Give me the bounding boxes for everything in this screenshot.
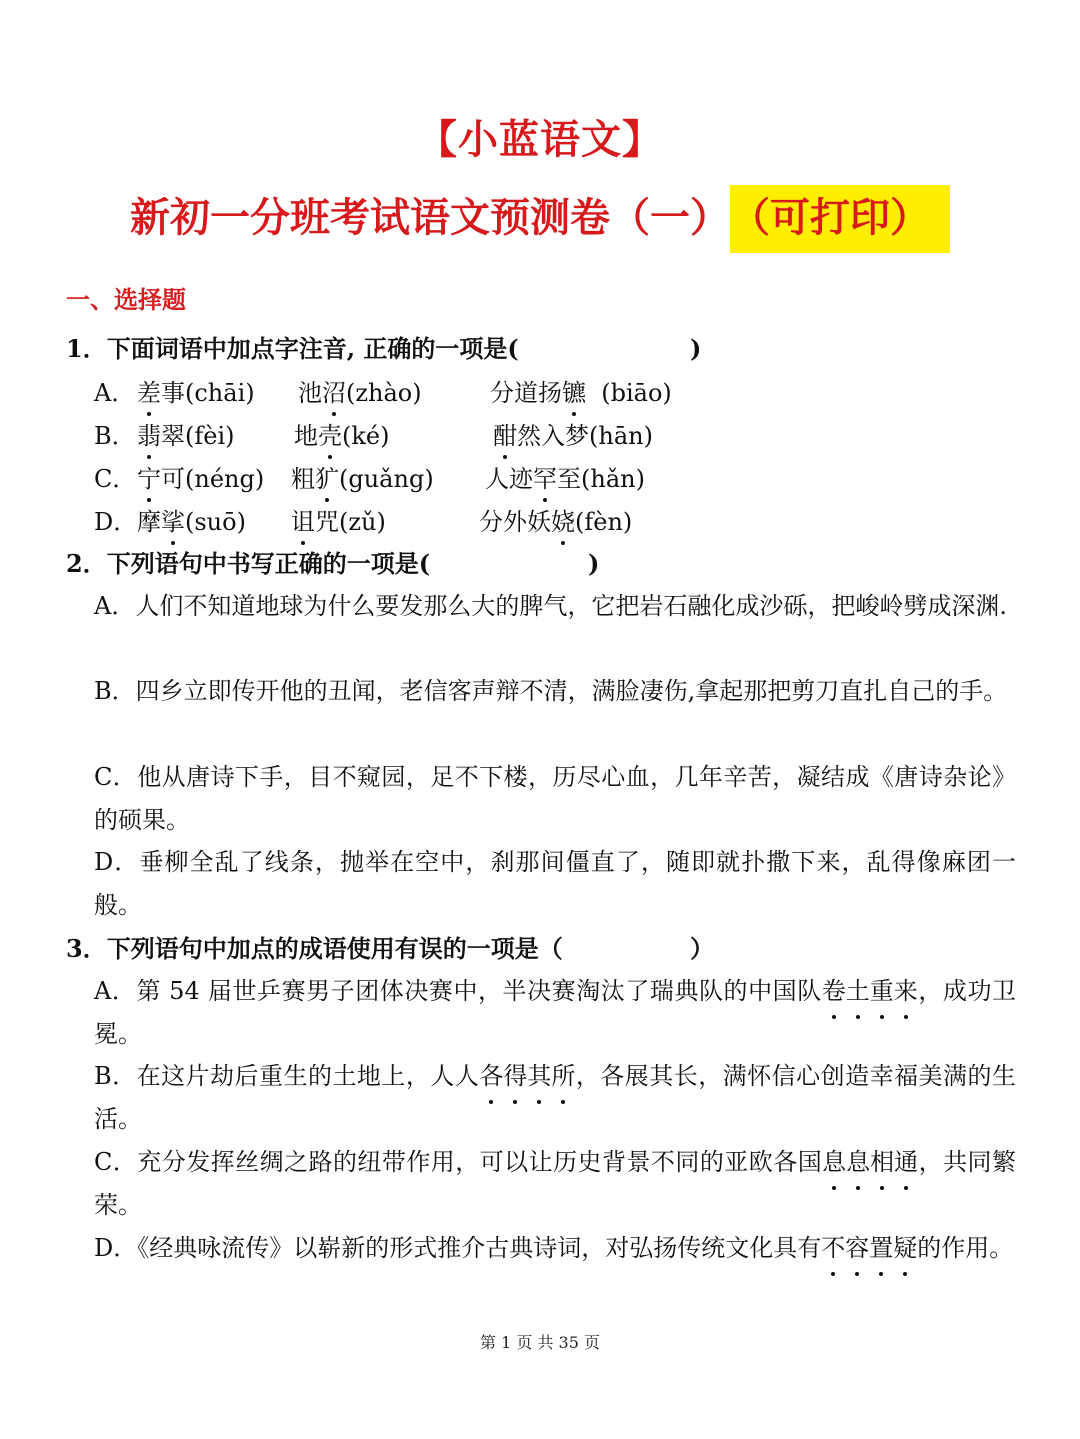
dotted-char: 沼: [322, 376, 346, 410]
dotted-char: 犷: [315, 462, 339, 496]
dotted-char: 卷: [822, 970, 846, 1013]
dotted-char: 置: [869, 1227, 893, 1270]
dotted-char: 土: [846, 970, 870, 1013]
dotted-char: 容: [845, 1227, 869, 1270]
dotted-char: 诅: [291, 505, 315, 539]
q1-option-d-word-3: 分外妖娆(fèn): [479, 505, 632, 539]
q1-option-b-word-1: 翡翠(fèi): [137, 419, 235, 453]
q2-option-c: C．他从唐诗下手，目不窥园，足不下楼，历尽心血，几年辛苦，凝结成《唐诗杂论》的硕果。: [94, 763, 1016, 834]
q2-option-a: A．人们不知道地球为什么要发那么大的脾气，它把岩石融化成沙砾，把峻岭劈成深渊.: [94, 592, 1007, 620]
q2-option-b: B．四乡立即传开他的丑闻，老信客声辩不清，满脸凄伤,拿起那把剪刀直扎自己的手。: [94, 677, 1008, 705]
question-2-text: 2．下列语句中书写正确的一项是(: [66, 549, 431, 578]
q1-option-c-label: C．: [94, 465, 137, 493]
q1-option-c-word-3: 人迹罕至(hǎn): [485, 462, 645, 496]
question-2-close: ): [588, 549, 600, 578]
dotted-char: 不: [821, 1227, 845, 1270]
exam-title: [0, 186, 1080, 243]
dotted-char: 来: [894, 970, 918, 1013]
exam-title-highlight: （可打印）: [730, 185, 950, 253]
dotted-char: 息: [846, 1141, 870, 1184]
question-1-stem: [66, 332, 519, 366]
q1-option-d-word-1: 摩挲(suō): [137, 505, 246, 539]
dotted-char: 通: [894, 1141, 918, 1184]
dotted-char: 壳: [318, 419, 342, 453]
page-footer: 第 1 页 共 35 页: [480, 1333, 600, 1352]
dotted-char: 息: [822, 1141, 846, 1184]
question-1-close: ): [690, 334, 702, 363]
q1-option-b-word-2: 地壳(ké): [294, 419, 389, 453]
dotted-char: 罕: [533, 462, 557, 496]
dotted-char: 挲: [161, 505, 185, 539]
dotted-idiom: [821, 1234, 917, 1262]
question-2-stem: [66, 547, 430, 581]
dotted-char: 其: [527, 1055, 551, 1098]
q3-option-b: B．在这片劫后重生的土地上，人人各得其所，各展其长，满怀信心创造幸福美满的生活。: [94, 1055, 1016, 1141]
q1-option-d-label: D．: [94, 508, 138, 536]
question-3-text: 3．下列语句中加点的成语使用有误的一项是（: [66, 934, 563, 963]
q3-option-d: D．《经典咏流传》以崭新的形式推介古典诗词，对弘扬传统文化具有不容置疑的作用。: [94, 1227, 1016, 1270]
dotted-char: 相: [870, 1141, 894, 1184]
question-3-stem: [66, 932, 563, 966]
q3-option-a: A．第 54 届世乒赛男子团体决赛中，半决赛淘汰了瑞典队的中国队卷土重来，成功卫冕。: [94, 970, 1016, 1056]
section-heading: 一、选择题: [66, 286, 186, 314]
q1-option-a-label: A．: [94, 379, 136, 407]
dotted-idiom: [822, 1148, 918, 1176]
dotted-char: 疑: [893, 1227, 917, 1270]
dotted-char: 各: [479, 1055, 503, 1098]
q1-option-a-word-1: 差事(chāi): [137, 376, 255, 410]
q1-option-a-word-2: 池沼(zhào): [298, 376, 422, 410]
dotted-char: 重: [870, 970, 894, 1013]
q1-option-d-word-2: 诅咒(zǔ): [291, 505, 386, 539]
dotted-char: 差: [137, 376, 161, 410]
q3-option-c: C．充分发挥丝绸之路的纽带作用，可以让历史背景不同的亚欧各国息息相通，共同繁荣。: [94, 1141, 1016, 1227]
dotted-char: 宁: [137, 462, 161, 496]
brand-title: 【小蓝语文】: [417, 117, 663, 163]
dotted-idiom: [822, 977, 918, 1005]
dotted-char: 得: [503, 1055, 527, 1098]
dotted-char: 镳: [562, 376, 586, 410]
dotted-char: 所: [551, 1055, 575, 1098]
q1-option-b-word-3: 酣然入梦(hān): [493, 419, 653, 453]
q1-option-c-word-1: 宁可(néng): [137, 462, 264, 496]
question-3-close: ）: [690, 934, 714, 963]
dotted-char: 娆: [551, 505, 575, 539]
dotted-char: 酣: [493, 419, 517, 453]
dotted-idiom: [479, 1062, 575, 1090]
q2-option-d: D．垂柳全乱了线条，抛举在空中，刹那间僵直了，随即就扑撒下来，乱得像麻团一般。: [94, 848, 1016, 919]
dotted-char: 翡: [137, 419, 161, 453]
q1-option-a-word-3: 分道扬镳 (biāo): [490, 376, 672, 410]
exam-title-main: 新初一分班考试语文预测卷（一）: [130, 195, 730, 241]
q1-option-c-word-2: 粗犷(guǎng): [291, 462, 434, 496]
q1-option-b-label: B．: [94, 422, 136, 450]
question-1-text: 1．下面词语中加点字注音, 正确的一项是(: [66, 334, 519, 363]
